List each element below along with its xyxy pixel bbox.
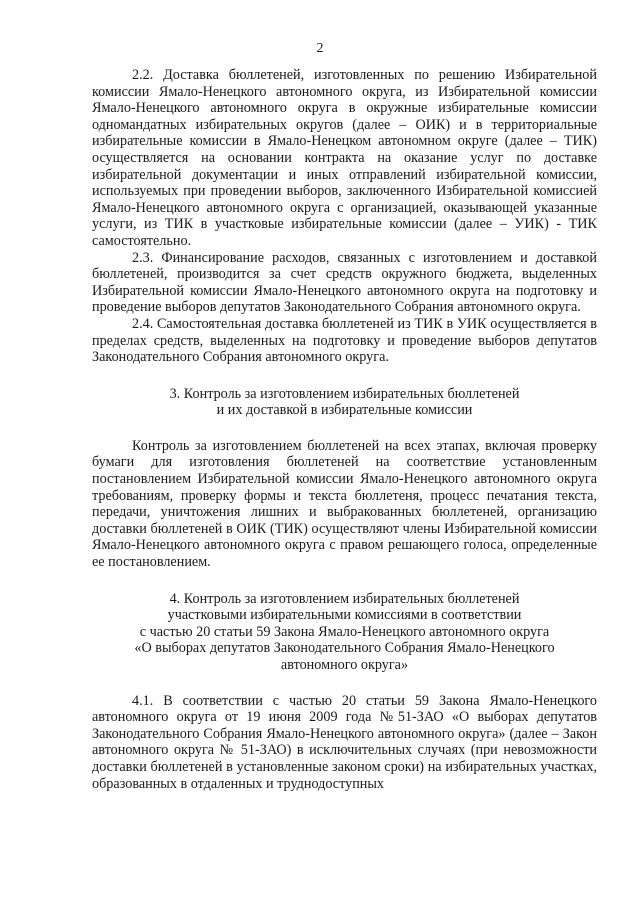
section-3-paragraph: Контроль за изготовлением бюллетеней на всех этапах, включая проверку бумаги для изготовления бюллетеней на соответствие установленным постановлением Избирательной комиссии Ямало-Ненецкого автономного округа требованиям, проверку формы и текста бюллетеня, процесс печатания текста, передачи, уничтожения лишних и выбракованных бюллетеней, организацию доставки бюллетеней в ОИК (ТИК) осуществляют члены Избирательной комиссии Ямало-Ненецкого автономного округа с правом решающего голоса, определенные ее постановлением.	[92, 437, 597, 571]
section-3-heading-line: и их доставкой в избирательные комиссии	[216, 402, 473, 419]
paragraph-2-4: 2.4. Самостоятельная доставка бюллетеней из ТИК в УИК осуществляется в пределах средств, выделенных на подготовку и проведение выборов депутатов Законодательного Собрания автономного округа.	[92, 315, 597, 366]
paragraph-2-2: 2.2. Доставка бюллетеней, изготовленных по решению Избирательной комиссии Ямало-Ненецкого автономного округа, из Избирательной комиссии Ямало-Ненецкого автономного округа в окружные избирательные комиссии одномандатных избирательных округов (далее – ОИК) и в территориальные избирательные комиссии в Ямало-Ненецком автономном округе (далее – ТИК) осуществляется на основании контракта на оказание услуг по доставке избирательной документации и иных отправлений избирательной комиссии, используемых при проведении выборов, заключенного Избирательной комиссией Ямало-Ненецкого автономного округа с организацией, оказывающей указанные услуги, из ТИК в участковые избирательные комиссии (далее – УИК) - ТИК самостоятельно.	[92, 67, 597, 249]
paragraph-4-1: 4.1. В соответствии с частью 20 статьи 59 Закона Ямало-Ненецкого автономного округа от 19 июня 2009 года №51-ЗАО «О выборах депутатов Законодательного Собрания Ямало-Ненецкого автономного округа» (далее – Закон автономного округа № 51-ЗАО) в исключительных случаях (при невозможности доставки бюллетеней в установленные законом сроки) на избирательных участках, образованных в отдаленных и труднодоступных	[92, 692, 597, 792]
page-number: 2	[316, 41, 324, 56]
document-body	[92, 67, 597, 792]
section-4-heading-line: 4. Контроль за изготовлением избирательных бюллетеней	[169, 590, 520, 607]
paragraph-2-3: 2.3. Финансирование расходов, связанных с изготовлением и доставкой бюллетеней, производится за счет средств окружного бюджета, выделенных Избирательной комиссии Ямало-Ненецкого автономного округа на подготовку и проведение выборов депутатов Законодательного Собрания автономного округа.	[92, 249, 597, 316]
section-4-heading	[92, 591, 597, 674]
section-4-heading-line: с частью 20 статьи 59 Закона Ямало-Ненецкого автономного округа	[139, 623, 550, 640]
section-3-heading-line: 3. Контроль за изготовлением избирательных бюллетеней	[169, 385, 520, 402]
section-4-heading-line: участковыми избирательными комиссиями в соответствии	[167, 607, 522, 624]
section-4-heading-line: автономного округа»	[280, 657, 409, 673]
section-3-heading	[92, 386, 597, 419]
section-4-heading-line: «О выборах депутатов Законодательного Собрания Ямало-Ненецкого	[134, 640, 555, 657]
